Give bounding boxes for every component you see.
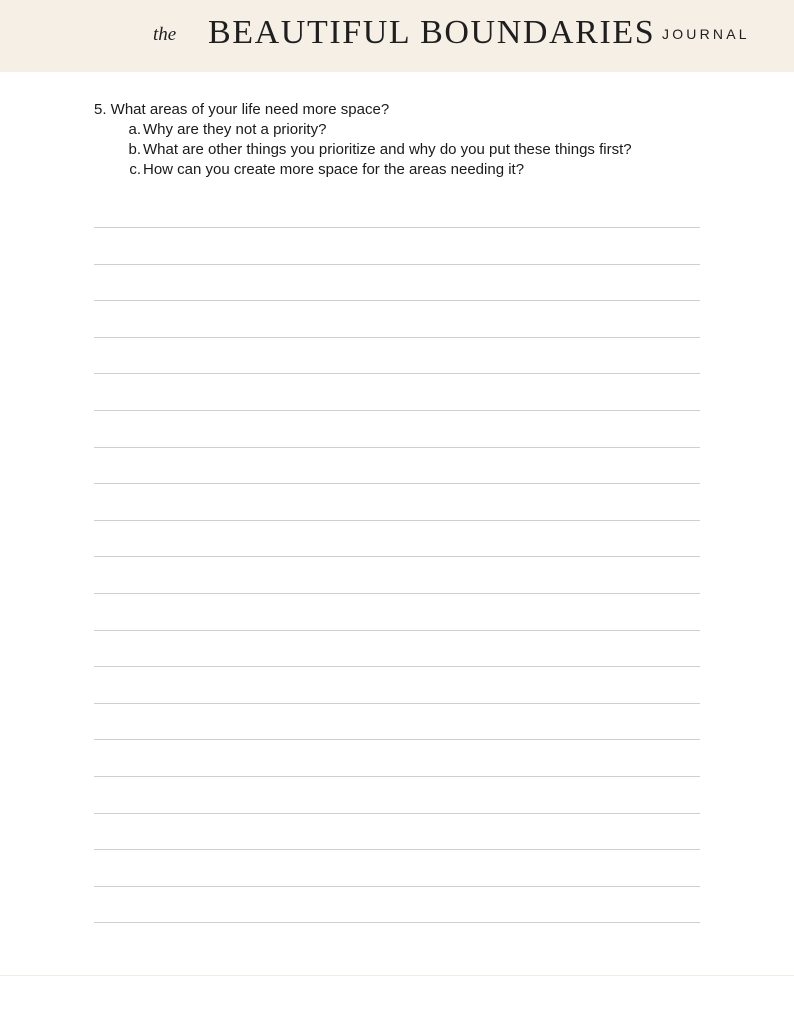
writing-line xyxy=(94,922,700,923)
writing-line xyxy=(94,593,700,594)
writing-line xyxy=(94,849,700,850)
writing-line xyxy=(94,886,700,887)
brand-subtitle: JOURNAL xyxy=(662,26,750,42)
brand-title: BEAUTIFUL BOUNDARIES xyxy=(208,14,656,51)
writing-line xyxy=(94,776,700,777)
writing-line xyxy=(94,666,700,667)
sub-question-marker: b. xyxy=(128,141,141,158)
writing-line xyxy=(94,227,700,228)
writing-line xyxy=(94,520,700,521)
footer-divider xyxy=(0,975,794,976)
writing-line xyxy=(94,739,700,740)
writing-line xyxy=(94,447,700,448)
sub-question-text: How can you create more space for the areas needing it? xyxy=(143,161,525,178)
writing-line xyxy=(94,556,700,557)
writing-line xyxy=(94,300,700,301)
brand-the: the xyxy=(153,24,177,45)
journal-header xyxy=(0,0,794,72)
writing-line xyxy=(94,337,700,338)
writing-line xyxy=(94,813,700,814)
writing-line xyxy=(94,703,700,704)
sub-question-text: Why are they not a priority? xyxy=(143,121,327,138)
question-heading: 5. What areas of your life need more space? xyxy=(94,101,390,118)
sub-question-marker: a. xyxy=(128,121,141,138)
writing-line xyxy=(94,483,700,484)
writing-line xyxy=(94,410,700,411)
writing-line xyxy=(94,264,700,265)
sub-question-text: What are other things you prioritize and why do you put these things first? xyxy=(143,141,632,158)
writing-line xyxy=(94,630,700,631)
writing-line xyxy=(94,373,700,374)
sub-question-marker: c. xyxy=(129,161,141,178)
